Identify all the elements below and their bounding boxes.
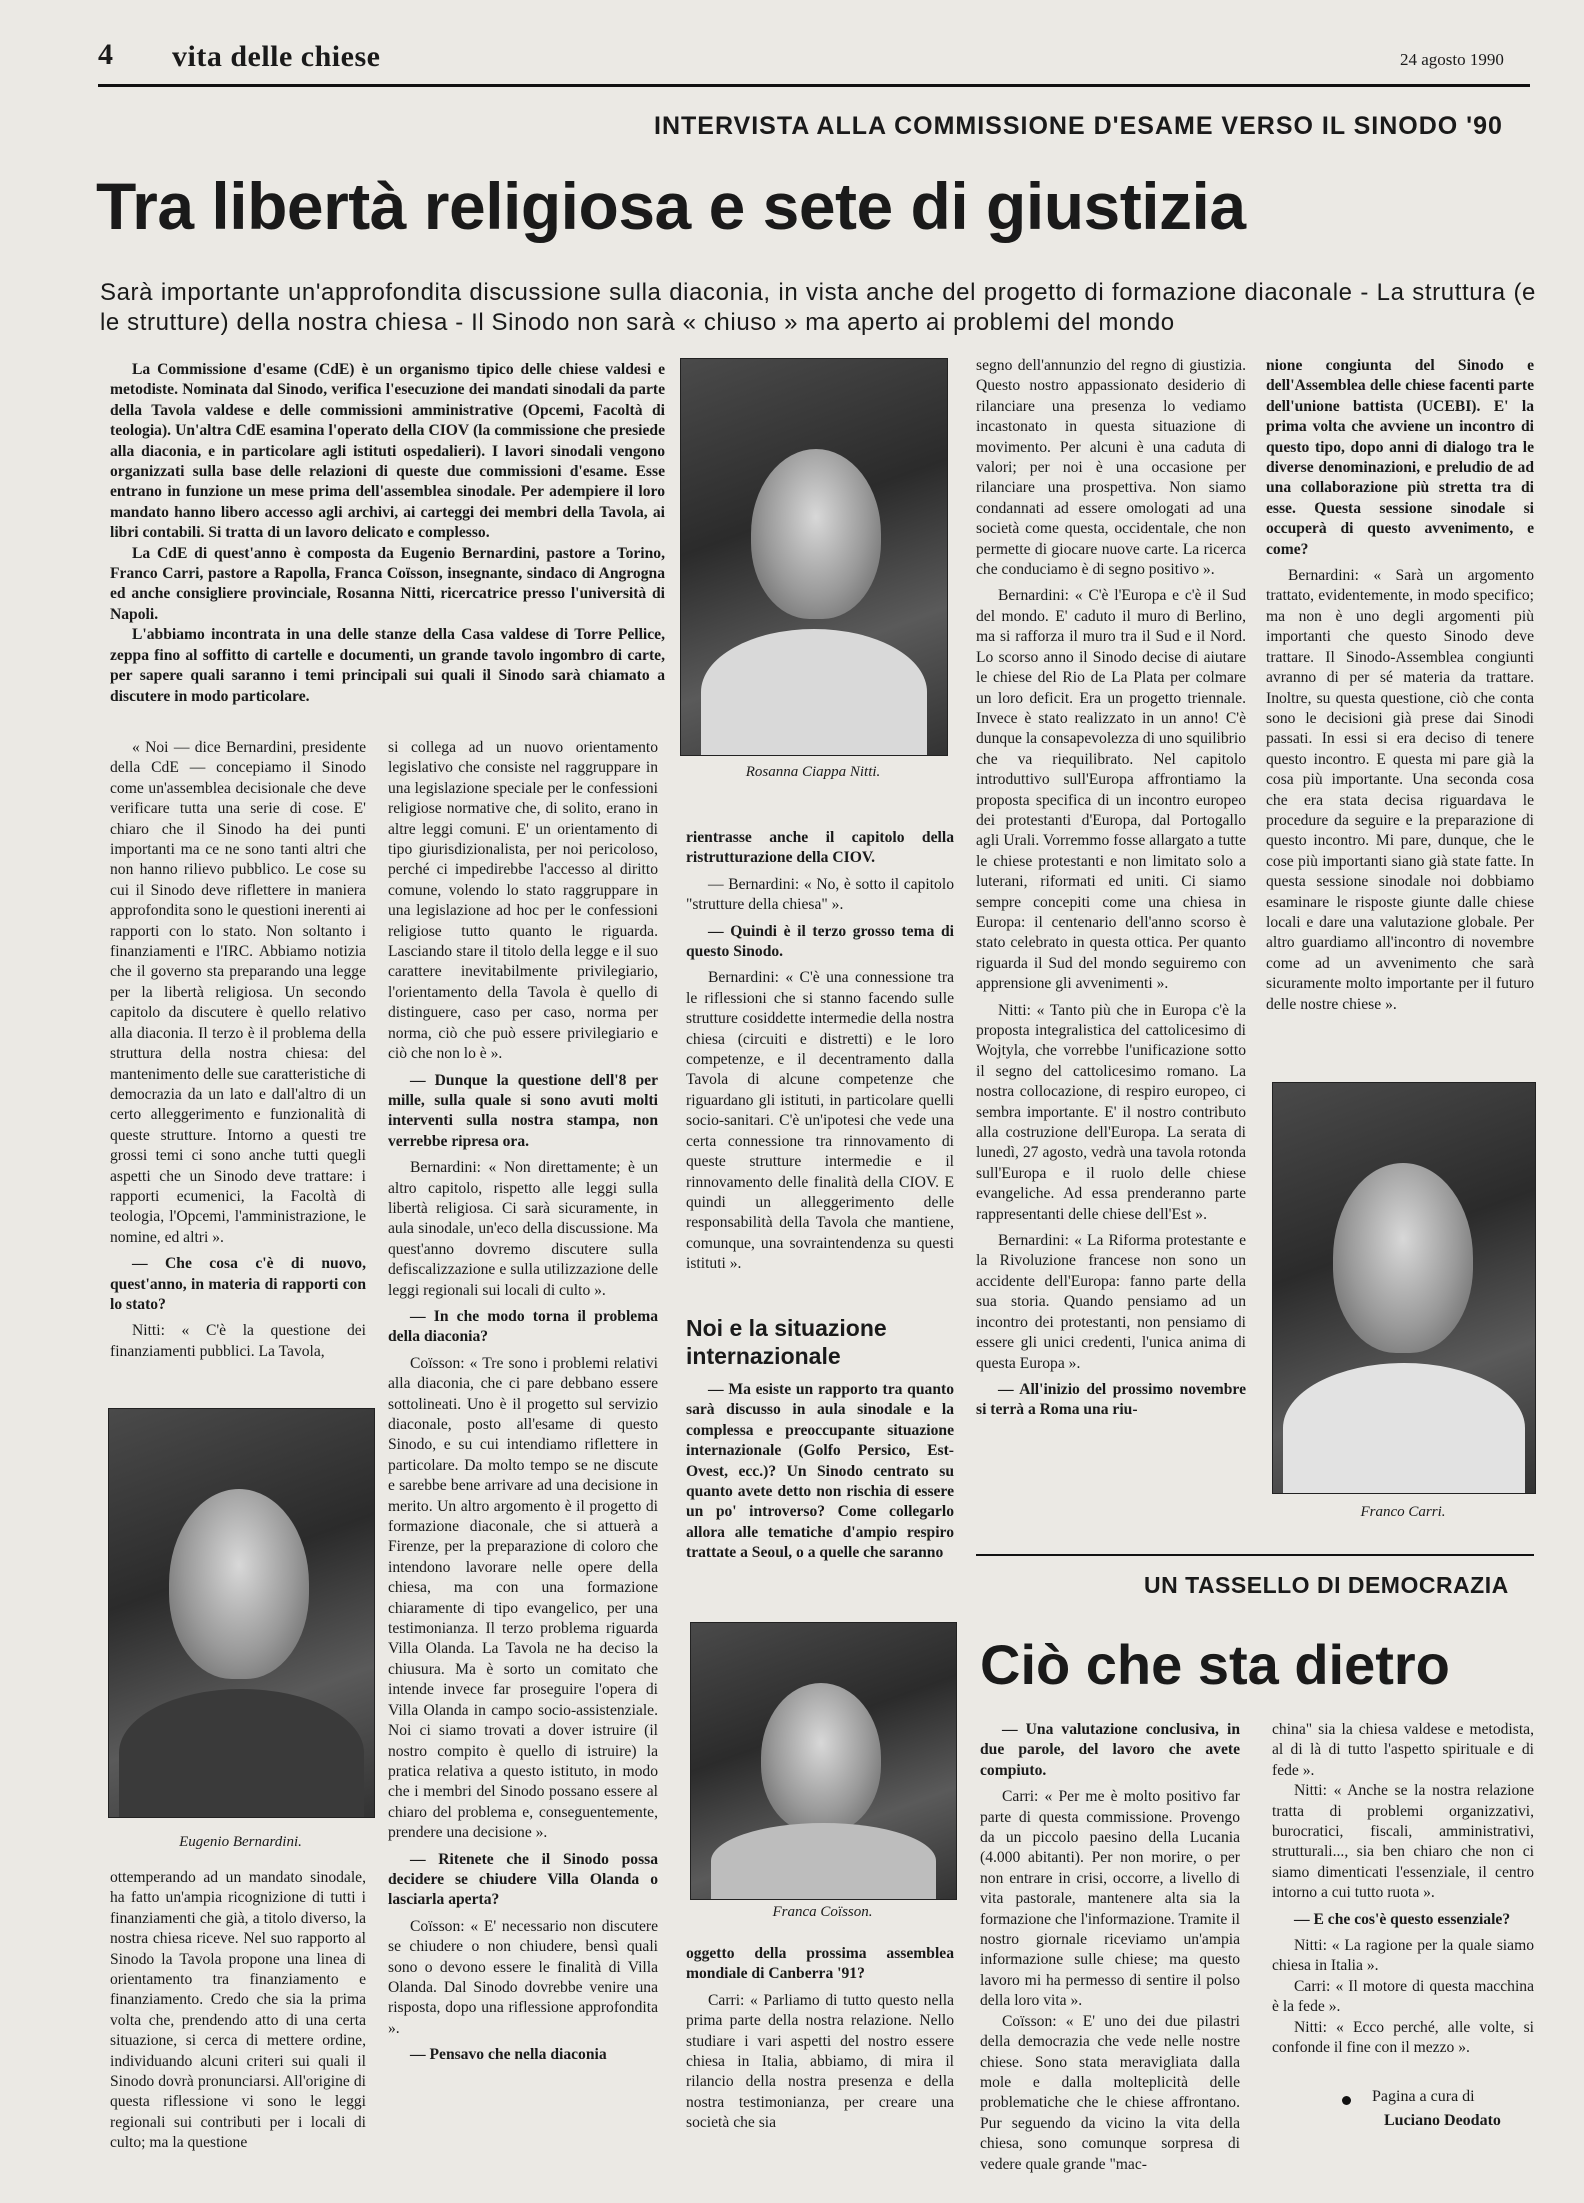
portrait-shoulders	[119, 1689, 364, 1817]
box-answer-carri-2: Carri: « Il motore di questa macchina è la fede ».	[1272, 1977, 1534, 2016]
credit-bullet	[1342, 2096, 1351, 2105]
col2-answer-2: Coïsson: « Tre sono i problemi relativi alla diaconia, che ci pare debbano essere sottolineati. Uno è il progetto sul servizio diaconale, posto all'esame di questo Sinodo, e su cui intendiamo riflettere in particolare. Da molto tempo se ne discute e sarebbe bene arrivare ad una decisione in merito. Un altro argomento è il progetto di formazione diaconale, che si attuerà a Firenze, per la preparazione di coloro che intendono lavorare nelle opere della chiesa, ma con una formazione chiaramente di tipo evangelico, per una testimonianza. Il terzo problema riguarda Villa Olanda. La Tavola ne ha deciso la chiusura. Ma è sorto un comitato che intende invece far proseguire l'opera di Villa Olanda in campo socio-assistenziale. Noi ci siamo trovati a dover istruire (il nostro compito è quello di istruire) la pratica relativa a questo istituto, in modo che i membri del Sinodo possano essere al chiaro del problema e, conseguentemente, prendere una decisione ».	[388, 1354, 658, 1842]
intro	[110, 360, 665, 707]
col4-answer-2: Nitti: « Tanto più che in Europa c'è la proposta integralistica del cattolicesimo di Wojtyla, che vorrebbe l'unificazione sotto il segno del cattolicesimo romano. La nostra collocazione, di respiro europeo, ci sembra importante. E' il nostro contributo alla costruzione dell'Europa. La serata di lunedì, 27 agosto, vedrà una tavola rotonda sull'Europa e il ruolo delle chiese evangeliche. Ad essa prenderanno parte rappresentanti delle chiese dell'Est ».	[976, 1001, 1246, 1223]
col5-question: nione congiunta del Sinodo e dell'Assemblea delle chiese facenti parte dell'unione battista (UCEBI). E' la prima volta che avviene un incontro di questo tipo, dopo anni di dialogo tra le diverse denominazioni, e preludio de ad una collaborazione più stretta tra di esse. Questa sessione sinodale si occuperà di questo avvenimento, e come?	[1266, 357, 1534, 558]
portrait-face	[751, 449, 881, 619]
portrait-face	[761, 1683, 881, 1833]
col2-answer-3: Coïsson: « E' necessario non discutere se chiudere o non chiudere, bensì quali sono o devono essere le finalità di Villa Olanda. Dal Sinodo dovrebbe venire una risposta, dopo una riflessione approfondita ».	[388, 1917, 658, 2037]
portrait-face	[1333, 1163, 1473, 1353]
col2-question-2: — In che modo torna il problema della diaconia?	[388, 1307, 658, 1346]
column-3-bottom	[686, 1944, 954, 2134]
box-answer-nitti-1: Nitti: « Anche se la nostra relazione tratta di problemi organizzativi, burocratici, fiscali, amministrativi, strutturali..., sia ben chiaro che non ci siamo dimenticati l'essenziale, il centro intorno a cui tutto ruota ».	[1272, 1782, 1534, 1902]
col3-subheading: Noi e la situazione internazionale	[686, 1315, 887, 1369]
col3-question-3: — Ma esiste un rapporto tra quanto sarà discusso in aula sinodale e la complessa e preoccupante situazione internazionale (Golfo Persico, Est-Ovest, ecc.)? Un Sinodo centrato su quanto avete detto non rischia di essere un po' introverso? Come collegarlo allora alle tematiche d'ampio respiro trattate a Seoul, o a quelle che saranno	[686, 1381, 954, 1562]
caption-carri: Franco Carri.	[1360, 1504, 1446, 1520]
portrait-shoulders	[701, 629, 927, 755]
intro-paragraph-3: L'abbiamo incontrata in una delle stanze della Casa valdese di Torre Pellice, zeppa fino al soffitto di cartelle e documenti, un grande tavolo ingombro di carte, per sapere quali saranno i temi principali sui quali il Sinodo sarà chiamato a discutere in modo particolare.	[110, 626, 665, 705]
box-answer-continued: china" sia la chiesa valdese e metodista, al di là di tutto l'aspetto spirituale e di fede ».	[1272, 1721, 1534, 1779]
intro-paragraph-1: La Commissione d'esame (CdE) è un organismo tipico delle chiese valdesi e metodiste. Nominata dal Sinodo, verifica l'esecuzione dei mandati sinodali da parte della Tavola valdese e delle commissioni amministrative (Opcemi, Facoltà di teologia). Un'altra CdE esamina l'operato della CIOV (la commissione che presiede alla diaconia, e in particolare agli istituti ospedalieri). I lavori sinodali vengono organizzati sulla base delle relazioni di queste due commissioni d'esame. Esse entrano in funzione un mese prima dell'assemblea sinodale. Per adempiere il loro mandato hanno libero accesso agli archivi, ai carteggi dei membri della Tavola, ai libri contabili. Si tratta di un lavoro delicato e complesso.	[110, 361, 665, 542]
col3-answer-2: Bernardini: « C'è una connessione tra le riflessioni che si stanno facendo sulle strutture cosiddette intermedie della nostra chiesa (circuiti e distretti) e le loro competenze, e il decentramento dalla Tavola di alcune competenze che riguardano gli istituti, in particolare quelli socio-sanitari. C'è un'ipotesi che vede una certa connessione tra rinnovamento di queste strutture intermedie e il rinnovamento delle finalità della CIOV. E quindi un alleggerimento delle responsabilità della Tavola che mantiene, comunque, una sovraintendenza su questi istituti ».	[686, 969, 954, 1273]
col3-answer-3: Carri: « Parliamo di tutto questo nella prima parte della nostra relazione. Nello studiare i vari aspetti del nostro essere chiesa in Italia, abbiamo, di mira il rilancio della nostra presenza e della nostra testimonianza, per creare una società che sia	[686, 1991, 954, 2132]
column-1-top	[110, 738, 366, 1362]
portrait-shoulders	[1283, 1363, 1525, 1493]
col3-question-2: — Quindi è il terzo grosso tema di questo Sinodo.	[686, 922, 954, 961]
col1-paragraph: « Noi — dice Bernardini, presidente della CdE — concepiamo il Sinodo come un'assemblea decisionale che deve verificare tutta una serie di cose. E' chiaro che il Sinodo ha dei punti importanti ma ce ne sono tanti altri che non hanno rilievo pubblico. Le cose su cui il Sinodo deve riflettere in maniera approfondita sono le questioni inerenti ai rapporti con lo stato. Non soltanto i finanziamenti e l'IRC. Abbiamo notizia che il governo sta preparando una legge per la libertà religiosa. Un secondo capitolo da discutere è quello relativo alla diaconia. Il terzo è il problema della struttura della nostra chiesa: del mantenimento delle sue caratteristiche di democrazia da un lato e dall'altro di un certo alleggerimento e funzionalità di queste strutture. Intorno a questi tre grossi temi ci sono anche tutti quegli aspetti che un Sinodo deve trattare: i rapporti ecumenici, la Facoltà di teologia, l'Opcemi, l'amministrazione, le nomine, ed altri ».	[110, 739, 366, 1246]
section-title: vita delle chiese	[172, 40, 381, 73]
headline: Tra libertà religiosa e sete di giustizia	[96, 169, 1246, 243]
column-1-bottom	[110, 1868, 366, 2154]
box-headline: Ciò che sta dietro	[980, 1633, 1450, 1696]
col4-answer-3: Bernardini: « La Riforma protestante e la Rivoluzione francese non sono un accidente dell'Europa: fanno parte della sua storia. Quando pensiamo ad un incontro dei protestanti, non pensiamo di essere gli unici credenti, l'unica anima di questa Europa ».	[976, 1232, 1246, 1372]
col2-question-3: — Ritenete che il Sinodo possa decidere se chiudere Villa Olanda o lasciarla aperta?	[388, 1850, 658, 1909]
box-question-2: — E che cos'è questo essenziale?	[1294, 1910, 1511, 1928]
column-5	[1266, 356, 1534, 1015]
box-answer-coisson: Coïsson: « E' uno dei due pilastri della democrazia che vede nelle nostre chiese. Sono stata meravigliata dalla mole e dalla molteplicità delle problematiche che le chiese affrontano. Pur seguendo da vicino la vita della chiesa, sono comunque sorpresa di vedere quale grande "mac-	[980, 2012, 1240, 2173]
column-3-mid	[686, 1380, 954, 1564]
credit-line-2: Luciano Deodato	[1384, 2112, 1501, 2129]
col3-question-3-end: oggetto della prossima assemblea mondiale di Canberra '91?	[686, 1945, 954, 1983]
photo-franca-coisson	[690, 1622, 957, 1900]
col4-paragraph: segno dell'annunzio del regno di giustizia. Questo nostro appassionato desiderio di rilanciare una presenza lo vediamo incastonato in questa situazione di movimento. Per alcuni è una caduta di valori; per noi è una occasione per rilanciare una prospettiva. Non siamo condannati ad essere omologati ad una società come questa, occidentale, che non permette di giocare nuove carte. La ricerca che conduciamo è di segno positivo ».	[976, 357, 1246, 579]
photo-rosanna-nitti	[680, 358, 948, 756]
col2-paragraph: si collega ad un nuovo orientamento legislativo che consiste nel raggruppare in una legislazione speciale per le confessioni religiose normative che, di solito, erano in altre leggi comuni. E' un orientamento di tipo giurisdizionalista, per noi pericoloso, perché ci impedirebbe l'accesso al diritto comune, volendo lo stato raggruppare in una legislazione ad hoc per le confessioni religiose tutto quanto le riguarda. Lasciando stare il titolo della legge e il suo carattere inevitabilmente privilegiario, l'orientamento della Tavola è quello di distinguere, caso per caso, norma per norma, ciò che può essere privilegiario e ciò che non lo è ».	[388, 739, 658, 1063]
column-3-top	[686, 828, 954, 1275]
caption-nitti: Rosanna Ciappa Nitti.	[745, 764, 881, 780]
portrait-face	[169, 1489, 309, 1679]
box-answer-nitti-3: Nitti: « Ecco perché, alle volte, si confonde il fine con il mezzo ».	[1272, 2018, 1534, 2057]
col1-question: — Che cosa c'è di nuovo, quest'anno, in materia di rapporti con lo stato?	[110, 1255, 366, 1313]
col2-answer-1: Bernardini: « Non direttamente; è un altro capitolo, rispetto alle leggi sulla libertà religiosa. Ci sarà sicuramente, in aula sinodale, un'eco della discussione. Ma quest'anno dovremo discutere sulla defiscalizzazione e sulla utilizzazione delle leggi regionali sui locali di culto ».	[388, 1159, 658, 1299]
photo-franco-carri	[1272, 1082, 1536, 1494]
intro-paragraph-2: La CdE di quest'anno è composta da Eugenio Bernardini, pastore a Torino, Franco Carri, pastore a Rapolla, Franca Coïsson, insegnante, sindaco di Angrogna ed anche consigliere provinciale, Rosanna Nitti, ricercatrice presso l'università di Napoli.	[110, 544, 665, 623]
box-column-left	[980, 1720, 1240, 2175]
portrait-shoulders	[711, 1823, 936, 1899]
kicker: INTERVISTA ALLA COMMISSIONE D'ESAME VERSO IL SINODO '90	[654, 112, 1503, 140]
box-answer-carri: Carri: « Per me è molto positivo far parte di questa commissione. Provengo da un piccolo paesino della Lucania (4.000 abitanti). Per non morire, o per non entrare in crisi, occorre, a livello di vita pastorale, mantenere alta sia la formazione che l'informazione. Tramite il nostro giornale riceviamo un'ampia informazione sulle chiese; ma questo lavoro mi ha permesso di sentire il polso della loro vita ».	[980, 1788, 1240, 2010]
col3-question-1: rientrasse anche il capitolo della ristrutturazione della CIOV.	[686, 829, 954, 867]
page-number: 4	[98, 38, 113, 71]
box-rule	[976, 1554, 1534, 1556]
box-question-1: — Una valutazione conclusiva, in due parole, del lavoro che avete compiuto.	[980, 1721, 1240, 1779]
col5-answer-1: Bernardini: « Sarà un argomento trattato, evidentemente, in modo specifico; ma non è uno degli argomenti più importanti che questo Sinodo deve trattare. Il Sinodo-Assemblea congiunti avranno di per sé materia da trattare. Inoltre, su questa questione, ciò che conta sono le decisioni già prese dai Sinodi passati. In essi si era deciso di tenere questo incontro. E questa mi pare già la cosa più importante. Una seconda cosa che era stata decisa riguardava le procedure da seguire e la preparazione di questo incontro. Mi pare, dunque, che le cose più importanti siano già state fatte. In questa sessione sinodale noi dobbiamo esaminare le risposte giunte dalle chiese locali e dare una valutazione globale. Per altro guardiamo all'incontro di novembre come ad un avvenimento che sarà sicuramente molto importante per il futuro delle nostre chiese ».	[1266, 567, 1534, 1013]
box-column-right	[1272, 1720, 1534, 2059]
col2-question-4: — Pensavo che nella diaconia	[410, 2046, 607, 2064]
box-kicker: UN TASSELLO DI DEMOCRAZIA	[1144, 1572, 1509, 1598]
credit-line-1: Pagina a cura di	[1372, 2088, 1475, 2105]
col3-answer-1: — Bernardini: « No, è sotto il capitolo "strutture della chiesa" ».	[686, 875, 954, 914]
header-rule	[98, 84, 1530, 87]
subhead: Sarà importante un'approfondita discussione sulla diaconia, in vista anche del progetto di formazione diaconale - La struttura (e le strutture) della nostra chiesa - Il Sinodo non sarà « chiuso » ma aperto ai problemi del mondo	[100, 279, 1536, 336]
photo-eugenio-bernardini	[108, 1408, 375, 1818]
issue-date: 24 agosto 1990	[1400, 50, 1504, 69]
caption-bernardini: Eugenio Bernardini.	[179, 1834, 302, 1850]
caption-coisson: Franca Coïsson.	[772, 1904, 873, 1920]
box-answer-nitti-2: Nitti: « La ragione per la quale siamo chiesa in Italia ».	[1272, 1937, 1534, 1975]
col1-bottom-paragraph: ottemperando ad un mandato sinodale, ha fatto un'ampia ricognizione di tutti i finanziamenti che già, a titolo diverso, la nostra chiesa riceve. Nel suo rapporto al Sinodo la Tavola propone una linea di orientamento tra finanziamento e finanziamento. Credo che sia la prima volta che, prendendo atto di una certa situazione, si cerca di mettere ordine, individuando alcuni criteri sui quali il Sinodo dovrà pronunciarsi. All'origine di questa riflessione vi sono le leggi regionali sui contributi per i locali di culto; ma la questione	[110, 1869, 366, 2152]
col2-question-1: — Dunque la questione dell'8 per mille, sulla quale si sono avuti molti interventi sulla nostra stampa, non verrebbe ripresa ora.	[388, 1071, 658, 1150]
col4-question-4: — All'inizio del prossimo novembre si terrà a Roma una riu-	[976, 1380, 1246, 1419]
col4-answer-1: Bernardini: « C'è l'Europa e c'è il Sud del mondo. E' caduto il muro di Berlino, ma si rafforza il muro tra il Sud e il Nord. Lo scorso anno il Sinodo decise di aiutare le chiese del Rio de La Plata per colmare un loro deficit. Era un progetto triennale. Invece è stato realizzato in un anno! C'è dunque la consapevolezza di uno squilibrio che va riequilibrato. Nel capitolo introduttivo sull'Europa affrontiamo la proposta specifica di un incontro europeo dei protestanti d'Europa, dal Portogallo agli Urali. Vorremmo fosse allargato a tutte le chiese protestanti e non limitato solo a luterani, riformati ed uniti. Ci siamo sempre concepiti come una chiesa in Europa: il centenario dell'anno scorso è stato celebrato in questa ottica. Per quanto riguarda il Sud del mondo seguiremo con apprensione gli avvenimenti ».	[976, 587, 1246, 993]
column-4	[976, 356, 1246, 1421]
column-2	[388, 738, 658, 2066]
col1-answer: Nitti: « C'è la questione dei finanziamenti pubblici. La Tavola,	[110, 1322, 366, 1360]
